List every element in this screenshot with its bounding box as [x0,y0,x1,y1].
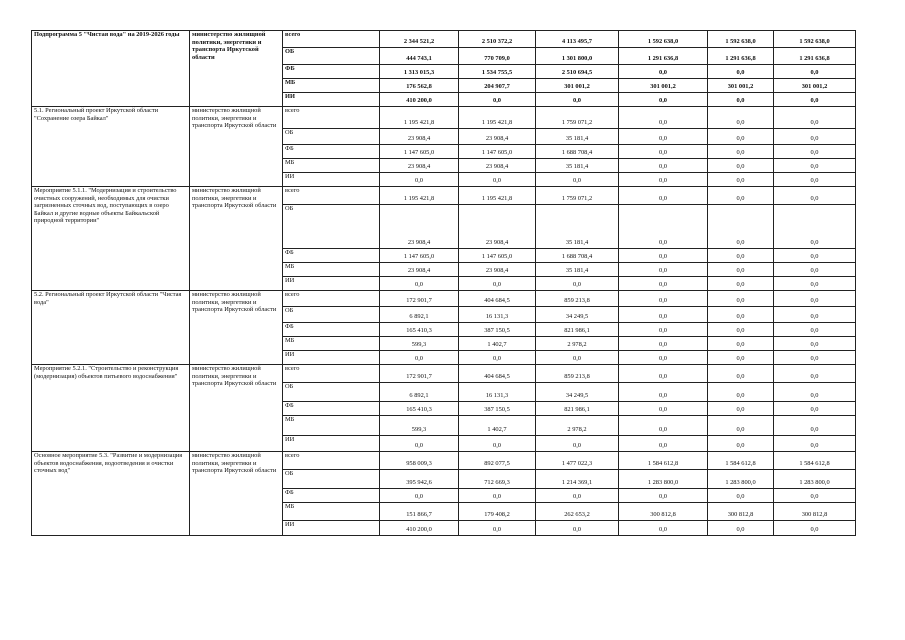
amount-cell: 0,0 [708,173,774,187]
funding-source-cell: ИИ [283,436,380,452]
table-row [32,452,856,470]
funding-source-cell: всего [283,31,380,48]
funding-source-cell: ОБ [283,205,380,249]
amount-cell: 0,0 [536,277,619,291]
amount-cell: 0,0 [774,323,856,337]
amount-cell: 0,0 [774,416,856,436]
amount-cell: 1 759 071,2 [536,107,619,129]
amount-cell: 0,0 [774,249,856,263]
amount-cell: 0,0 [536,521,619,536]
amount-cell: 2 510 372,2 [459,31,536,48]
amount-cell: 0,0 [708,263,774,277]
amount-cell: 6 892,1 [380,307,459,323]
amount-cell: 0,0 [708,65,774,79]
amount-cell: 0,0 [459,521,536,536]
amount-cell: 1 291 636,8 [708,48,774,65]
executor-cell: министерство жилищной политики, энергетики и транспорта Иркутской области [190,291,283,365]
amount-cell: 0,0 [619,291,708,307]
funding-source-cell: ОБ [283,470,380,489]
amount-cell: 301 001,2 [536,79,619,93]
executor-cell: министерство жилищной политики, энергетики и транспорта Иркутской области [190,365,283,452]
amount-cell: 0,0 [459,489,536,503]
amount-cell: 0,0 [619,93,708,107]
amount-cell: 0,0 [619,277,708,291]
program-name-cell: Мероприятие 5.1.1. "Модернизация и строительство очистных сооружений, необходимых для очистки загрязненных сточных вод, поступающих в озеро Байкал и другие водные объекты Байкальской природной территории" [32,187,190,291]
amount-cell: 0,0 [619,145,708,159]
amount-cell: 1 283 800,0 [774,470,856,489]
amount-cell: 0,0 [619,173,708,187]
amount-cell: 1 147 605,0 [459,249,536,263]
amount-cell: 2 510 694,5 [536,65,619,79]
amount-cell: 0,0 [619,416,708,436]
amount-cell: 0,0 [619,65,708,79]
amount-cell: 1 313 015,3 [380,65,459,79]
amount-cell: 0,0 [619,383,708,402]
amount-cell: 1 291 636,8 [774,48,856,65]
amount-cell: 0,0 [774,205,856,249]
table-row [32,187,856,205]
amount-cell: 0,0 [774,65,856,79]
executor-cell: министерство жилищной политики, энергетики и транспорта Иркутской области [190,452,283,536]
amount-cell: 0,0 [459,277,536,291]
amount-cell: 2 344 521,2 [380,31,459,48]
amount-cell: 0,0 [459,93,536,107]
amount-cell: 23 908,4 [459,129,536,145]
amount-cell: 0,0 [619,129,708,145]
amount-cell: 0,0 [619,365,708,383]
amount-cell: 0,0 [619,337,708,351]
funding-source-cell: ИИ [283,521,380,536]
amount-cell: 0,0 [708,365,774,383]
program-name-cell: Подпрограмма 5 "Чистая вода" на 2019-2026 годы [32,31,190,107]
amount-cell: 0,0 [708,521,774,536]
amount-cell: 4 113 495,7 [536,31,619,48]
table-row [32,107,856,129]
amount-cell: 0,0 [459,173,536,187]
funding-source-cell: всего [283,291,380,307]
amount-cell: 1 584 612,8 [619,452,708,470]
funding-source-cell: ОБ [283,48,380,65]
amount-cell: 712 669,3 [459,470,536,489]
amount-cell: 0,0 [536,93,619,107]
amount-cell: 444 743,1 [380,48,459,65]
amount-cell: 1 688 708,4 [536,249,619,263]
executor-cell: министерство жилищной политики, энергетики и транспорта Иркутской области [190,31,283,107]
amount-cell: 0,0 [774,107,856,129]
amount-cell: 300 812,8 [774,503,856,521]
amount-cell: 0,0 [619,521,708,536]
amount-cell: 1 592 638,0 [708,31,774,48]
amount-cell: 1 477 022,3 [536,452,619,470]
amount-cell: 34 249,5 [536,307,619,323]
amount-cell: 1 584 612,8 [774,452,856,470]
amount-cell: 1 195 421,8 [459,107,536,129]
amount-cell: 172 901,7 [380,365,459,383]
amount-cell: 0,0 [459,436,536,452]
funding-source-cell: ОБ [283,307,380,323]
amount-cell: 0,0 [619,323,708,337]
amount-cell: 0,0 [708,416,774,436]
amount-cell: 1 147 605,0 [459,145,536,159]
amount-cell: 1 195 421,8 [380,187,459,205]
funding-source-cell: ИИ [283,277,380,291]
amount-cell: 300 812,8 [619,503,708,521]
amount-cell: 0,0 [619,351,708,365]
funding-source-cell: ФБ [283,249,380,263]
amount-cell: 35 181,4 [536,263,619,277]
budget-table [31,30,856,536]
funding-source-cell: МБ [283,337,380,351]
amount-cell: 0,0 [774,173,856,187]
amount-cell: 300 812,8 [708,503,774,521]
amount-cell: 1 283 800,0 [619,470,708,489]
amount-cell: 0,0 [708,323,774,337]
amount-cell: 387 150,5 [459,323,536,337]
funding-source-cell: всего [283,365,380,383]
amount-cell: 0,0 [708,93,774,107]
amount-cell: 1 283 800,0 [708,470,774,489]
amount-cell: 1 147 605,0 [380,145,459,159]
amount-cell: 0,0 [774,489,856,503]
funding-source-cell: ФБ [283,489,380,503]
amount-cell: 0,0 [619,159,708,173]
amount-cell: 0,0 [380,436,459,452]
amount-cell: 0,0 [536,173,619,187]
amount-cell: 1 195 421,8 [380,107,459,129]
amount-cell: 1 214 369,1 [536,470,619,489]
amount-cell: 23 908,4 [380,263,459,277]
amount-cell: 204 907,7 [459,79,536,93]
table-row [32,31,856,48]
amount-cell: 958 009,3 [380,452,459,470]
table-row [32,291,856,307]
funding-source-cell: ФБ [283,323,380,337]
amount-cell: 23 908,4 [459,205,536,249]
program-name-cell: Основное мероприятие 5.3. "Развитие и модернизация объектов водоснабжения, водоотведения и очистки сточных вод" [32,452,190,536]
amount-cell: 404 684,5 [459,365,536,383]
amount-cell: 0,0 [774,93,856,107]
amount-cell: 395 942,6 [380,470,459,489]
amount-cell: 0,0 [619,402,708,416]
amount-cell: 1 301 800,0 [536,48,619,65]
amount-cell: 6 892,1 [380,383,459,402]
funding-source-cell: ИИ [283,173,380,187]
amount-cell: 301 001,2 [774,79,856,93]
amount-cell: 404 684,5 [459,291,536,307]
amount-cell: 0,0 [774,337,856,351]
amount-cell: 0,0 [708,307,774,323]
funding-source-cell: МБ [283,159,380,173]
amount-cell: 35 181,4 [536,159,619,173]
amount-cell: 23 908,4 [380,159,459,173]
amount-cell: 0,0 [774,383,856,402]
amount-cell: 0,0 [619,489,708,503]
amount-cell: 165 410,3 [380,323,459,337]
amount-cell: 0,0 [774,159,856,173]
amount-cell: 2 978,2 [536,416,619,436]
amount-cell: 1 688 708,4 [536,145,619,159]
amount-cell: 0,0 [708,159,774,173]
funding-source-cell: МБ [283,79,380,93]
amount-cell: 0,0 [708,277,774,291]
amount-cell: 0,0 [380,173,459,187]
amount-cell: 821 986,1 [536,402,619,416]
amount-cell: 0,0 [536,436,619,452]
amount-cell: 1 402,7 [459,416,536,436]
amount-cell: 0,0 [708,187,774,205]
amount-cell: 859 213,8 [536,365,619,383]
amount-cell: 23 908,4 [459,159,536,173]
amount-cell: 410 200,0 [380,521,459,536]
amount-cell: 0,0 [619,249,708,263]
funding-source-cell: всего [283,107,380,129]
amount-cell: 0,0 [619,187,708,205]
amount-cell: 0,0 [708,337,774,351]
amount-cell: 151 866,7 [380,503,459,521]
amount-cell: 179 408,2 [459,503,536,521]
amount-cell: 892 077,5 [459,452,536,470]
amount-cell: 35 181,4 [536,129,619,145]
funding-source-cell: МБ [283,503,380,521]
amount-cell: 0,0 [774,187,856,205]
amount-cell: 0,0 [774,402,856,416]
amount-cell: 410 200,0 [380,93,459,107]
amount-cell: 0,0 [708,291,774,307]
amount-cell: 0,0 [619,205,708,249]
amount-cell: 0,0 [380,489,459,503]
amount-cell: 0,0 [459,351,536,365]
program-name-cell: Мероприятие 5.2.1. "Строительство и реконструкция (модернизация) объектов питьевого водоснабжения" [32,365,190,452]
amount-cell: 0,0 [774,436,856,452]
amount-cell: 0,0 [708,489,774,503]
funding-source-cell: МБ [283,416,380,436]
amount-cell: 0,0 [774,291,856,307]
amount-cell: 262 653,2 [536,503,619,521]
amount-cell: 1 759 071,2 [536,187,619,205]
amount-cell: 0,0 [708,107,774,129]
funding-source-cell: всего [283,187,380,205]
amount-cell: 1 195 421,8 [459,187,536,205]
amount-cell: 34 249,5 [536,383,619,402]
amount-cell: 35 181,4 [536,205,619,249]
amount-cell: 2 978,2 [536,337,619,351]
amount-cell: 0,0 [774,365,856,383]
amount-cell: 0,0 [536,489,619,503]
amount-cell: 0,0 [380,351,459,365]
amount-cell: 176 562,8 [380,79,459,93]
funding-source-cell: МБ [283,263,380,277]
funding-source-cell: всего [283,452,380,470]
amount-cell: 0,0 [774,263,856,277]
amount-cell: 387 150,5 [459,402,536,416]
funding-source-cell: ОБ [283,129,380,145]
amount-cell: 0,0 [774,277,856,291]
amount-cell: 0,0 [619,263,708,277]
amount-cell: 0,0 [708,436,774,452]
amount-cell: 859 213,8 [536,291,619,307]
amount-cell: 0,0 [619,307,708,323]
amount-cell: 0,0 [380,277,459,291]
funding-source-cell: ФБ [283,145,380,159]
amount-cell: 0,0 [774,129,856,145]
amount-cell: 0,0 [708,351,774,365]
amount-cell: 599,3 [380,416,459,436]
funding-source-cell: ОБ [283,383,380,402]
amount-cell: 16 131,3 [459,383,536,402]
amount-cell: 1 147 605,0 [380,249,459,263]
amount-cell: 301 001,2 [708,79,774,93]
amount-cell: 821 986,1 [536,323,619,337]
amount-cell: 0,0 [708,383,774,402]
amount-cell: 1 534 755,5 [459,65,536,79]
amount-cell: 23 908,4 [380,129,459,145]
amount-cell: 1 291 636,8 [619,48,708,65]
amount-cell: 0,0 [708,249,774,263]
executor-cell: министерство жилищной политики, энергетики и транспорта Иркутской области [190,107,283,187]
amount-cell: 0,0 [774,307,856,323]
amount-cell: 165 410,3 [380,402,459,416]
amount-cell: 16 131,3 [459,307,536,323]
amount-cell: 1 592 638,0 [619,31,708,48]
amount-cell: 770 709,0 [459,48,536,65]
amount-cell: 0,0 [619,107,708,129]
amount-cell: 0,0 [708,145,774,159]
amount-cell: 0,0 [774,521,856,536]
amount-cell: 172 901,7 [380,291,459,307]
amount-cell: 0,0 [536,351,619,365]
amount-cell: 1 402,7 [459,337,536,351]
amount-cell: 1 592 638,0 [774,31,856,48]
amount-cell: 0,0 [708,205,774,249]
funding-source-cell: ФБ [283,65,380,79]
amount-cell: 23 908,4 [380,205,459,249]
amount-cell: 0,0 [708,402,774,416]
amount-cell: 23 908,4 [459,263,536,277]
amount-cell: 599,3 [380,337,459,351]
amount-cell: 301 001,2 [619,79,708,93]
amount-cell: 0,0 [774,145,856,159]
executor-cell: министерство жилищной политики, энергетики и транспорта Иркутской области [190,187,283,291]
amount-cell: 0,0 [708,129,774,145]
table-row [32,365,856,383]
amount-cell: 0,0 [774,351,856,365]
amount-cell: 0,0 [619,436,708,452]
program-name-cell: 5.2. Региональный проект Иркутской области "Чистая вода" [32,291,190,365]
amount-cell: 1 584 612,8 [708,452,774,470]
funding-source-cell: ФБ [283,402,380,416]
funding-source-cell: ИИ [283,93,380,107]
funding-source-cell: ИИ [283,351,380,365]
program-name-cell: 5.1. Региональный проект Иркутской области "Сохранение озера Байкал" [32,107,190,187]
